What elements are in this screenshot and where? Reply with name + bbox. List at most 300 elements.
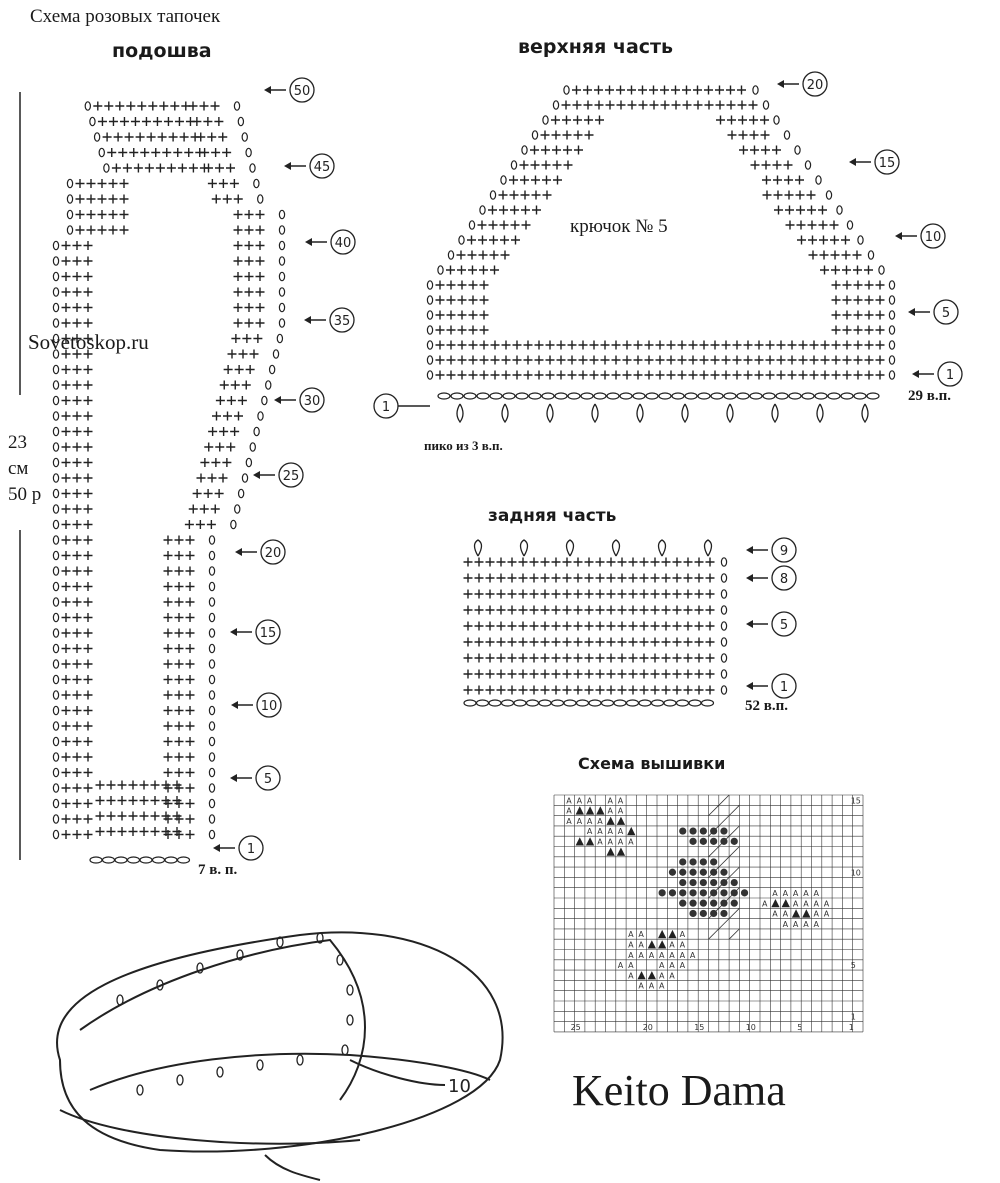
stitch-plus	[186, 629, 195, 638]
embroidery-dot	[659, 889, 666, 896]
turning-chain	[53, 474, 58, 482]
stitch-plus	[695, 574, 704, 583]
stitch-plus	[212, 195, 221, 204]
embroidery-stitch-a: A	[597, 816, 603, 826]
turning-chain	[209, 753, 214, 761]
sketch-stitch	[347, 1015, 353, 1025]
stitch-plus	[722, 356, 731, 365]
turning-chain	[511, 161, 516, 169]
stitch-plus	[563, 574, 572, 583]
stitch-plus	[744, 341, 753, 350]
back-heading: задняя часть	[488, 506, 617, 526]
stitch-plus	[486, 622, 495, 631]
stitch-plus	[96, 781, 105, 790]
stitch-plus	[876, 371, 885, 380]
stitch-plus	[832, 281, 841, 290]
turning-chain	[721, 638, 726, 646]
stitch-plus	[120, 195, 129, 204]
stitch-plus	[671, 86, 680, 95]
stitch-plus	[151, 812, 160, 821]
turning-chain	[209, 737, 214, 745]
stitch-plus	[62, 381, 71, 390]
stitch-plus	[447, 281, 456, 290]
turning-chain	[279, 210, 284, 218]
picot-stitch	[567, 540, 574, 556]
turning-chain	[53, 334, 58, 342]
stitch-plus	[164, 582, 173, 591]
stitch-plus	[87, 226, 96, 235]
stitch-plus	[508, 574, 517, 583]
stitch-plus	[478, 236, 487, 245]
sole-row-marker: 5	[263, 772, 273, 787]
stitch-plus	[865, 341, 874, 350]
marker-arrowhead	[231, 701, 238, 709]
stitch-plus	[519, 622, 528, 631]
stitch-plus	[497, 574, 506, 583]
picot-stitch	[637, 404, 643, 422]
stitch-plus	[727, 116, 736, 125]
stitch-plus	[156, 164, 165, 173]
turning-chain	[543, 116, 548, 124]
chain-stitch	[672, 393, 684, 399]
embroidery-hatch	[709, 888, 719, 898]
stitch-plus	[706, 638, 715, 647]
turning-chain	[231, 520, 236, 528]
stitch-plus	[607, 686, 616, 695]
stitch-plus	[73, 288, 82, 297]
stitch-plus	[532, 206, 541, 215]
turning-chain	[847, 221, 852, 229]
embroidery-heading: Схема вышивки	[578, 754, 726, 773]
turning-chain	[721, 686, 726, 694]
stitch-plus	[865, 296, 874, 305]
stitch-plus	[796, 206, 805, 215]
stitch-plus	[541, 574, 550, 583]
stitch-plus	[579, 371, 588, 380]
stitch-plus	[552, 638, 561, 647]
stitch-plus	[541, 558, 550, 567]
stitch-plus	[235, 365, 244, 374]
embroidery-stitch-a: A	[576, 816, 583, 826]
stitch-plus	[164, 536, 173, 545]
stitch-plus	[739, 131, 748, 140]
stitch-plus	[186, 815, 195, 824]
stitch-plus	[73, 350, 82, 359]
stitch-plus	[656, 371, 665, 380]
turning-chain	[209, 722, 214, 730]
stitch-plus	[551, 116, 560, 125]
stitch-plus	[733, 356, 742, 365]
stitch-plus	[73, 768, 82, 777]
stitch-plus	[185, 520, 194, 529]
embroidery-stitch-a: A	[762, 899, 768, 909]
stitch-plus	[486, 590, 495, 599]
stitch-plus	[684, 638, 693, 647]
stitch-plus	[76, 179, 85, 188]
stitch-plus	[574, 606, 583, 615]
stitch-plus	[612, 371, 621, 380]
stitch-plus	[73, 644, 82, 653]
stitch-plus	[623, 371, 632, 380]
turning-chain	[238, 117, 243, 125]
embroidery-stitch-a: A	[659, 971, 665, 981]
stitch-plus	[175, 536, 184, 545]
turning-chain	[53, 629, 58, 637]
stitch-plus	[521, 191, 530, 200]
stitch-plus	[640, 622, 649, 631]
embroidery-stitch-a: A	[648, 981, 655, 991]
stitch-plus	[73, 396, 82, 405]
marker-arrowhead	[274, 396, 281, 404]
stitch-plus	[684, 558, 693, 567]
stitch-plus	[109, 226, 118, 235]
stitch-plus	[73, 458, 82, 467]
chain-stitch	[698, 393, 710, 399]
stitch-plus	[84, 753, 93, 762]
stitch-plus	[230, 179, 239, 188]
embroidery-dot	[689, 889, 696, 896]
stitch-plus	[73, 784, 82, 793]
stitch-plus	[208, 179, 217, 188]
upper-row-marker: 15	[878, 156, 896, 171]
stitch-plus	[73, 799, 82, 808]
stitch-plus	[118, 148, 127, 157]
stitch-plus	[563, 146, 572, 155]
stitch-plus	[497, 670, 506, 679]
stitch-plus	[491, 356, 500, 365]
embroidery-hatch	[709, 867, 719, 877]
stitch-plus	[186, 722, 195, 731]
chain-stitch	[552, 700, 564, 706]
stitch-plus	[656, 356, 665, 365]
stitch-plus	[510, 191, 519, 200]
stitch-plus	[87, 179, 96, 188]
chain-stitch	[664, 700, 676, 706]
stitch-plus	[579, 341, 588, 350]
turning-chain	[53, 365, 58, 373]
stitch-plus	[125, 133, 134, 142]
stitch-plus	[508, 654, 517, 663]
stitch-plus	[136, 133, 145, 142]
chain-stitch	[516, 393, 528, 399]
stitch-plus	[508, 622, 517, 631]
stitch-plus	[230, 427, 239, 436]
embroidery-triangle	[658, 940, 666, 948]
stitch-plus	[447, 296, 456, 305]
stitch-plus	[129, 796, 138, 805]
stitch-plus	[865, 326, 874, 335]
embroidery-stitch-a: A	[638, 981, 644, 991]
stitch-plus	[629, 574, 638, 583]
turning-chain	[795, 146, 800, 154]
stitch-plus	[175, 675, 184, 684]
chain-stitch	[867, 393, 879, 399]
stitch-plus	[606, 101, 615, 110]
stitch-plus	[109, 210, 118, 219]
stitch-plus	[175, 722, 184, 731]
stitch-plus	[830, 221, 839, 230]
stitch-plus	[853, 266, 862, 275]
embroidery-stitch-a: A	[607, 827, 613, 837]
back-chart	[464, 540, 727, 706]
stitch-plus	[115, 102, 124, 111]
stitch-plus	[678, 356, 687, 365]
chain-stitch	[577, 700, 589, 706]
stitch-plus	[590, 356, 599, 365]
stitch-plus	[175, 691, 184, 700]
embroidery-stitch-a: A	[586, 796, 593, 806]
sole-row-marker: 35	[333, 314, 351, 329]
turning-chain	[53, 567, 58, 575]
chain-stitch	[128, 857, 140, 863]
stitch-plus	[84, 799, 93, 808]
stitch-plus	[169, 133, 178, 142]
turning-chain	[490, 191, 495, 199]
embroidery-stitch-a: A	[659, 950, 665, 960]
stitch-plus	[186, 613, 195, 622]
turning-chain	[889, 281, 894, 289]
stitch-plus	[480, 326, 489, 335]
stitch-plus	[777, 356, 786, 365]
stitch-plus	[175, 567, 184, 576]
stitch-plus	[84, 241, 93, 250]
chain-stitch	[689, 700, 701, 706]
stitch-plus	[876, 356, 885, 365]
stitch-plus	[695, 670, 704, 679]
turning-chain	[564, 86, 569, 94]
stitch-plus	[222, 458, 231, 467]
marker-arrowhead	[235, 548, 242, 556]
stitch-plus	[186, 551, 195, 560]
stitch-plus	[689, 356, 698, 365]
stitch-plus	[73, 722, 82, 731]
stitch-plus	[618, 654, 627, 663]
stitch-plus	[541, 131, 550, 140]
stitch-plus	[796, 191, 805, 200]
stitch-plus	[649, 86, 658, 95]
chain-stitch	[589, 700, 601, 706]
stitch-plus	[129, 812, 138, 821]
turning-chain	[816, 176, 821, 184]
chain-stitch	[659, 393, 671, 399]
stitch-plus	[832, 356, 841, 365]
stitch-plus	[640, 558, 649, 567]
chain-stitch	[646, 393, 658, 399]
turning-chain	[53, 675, 58, 683]
stitch-plus	[502, 371, 511, 380]
stitch-plus	[673, 574, 682, 583]
stitch-plus	[579, 356, 588, 365]
stitch-plus	[107, 827, 116, 836]
stitch-plus	[140, 148, 149, 157]
stitch-plus	[508, 638, 517, 647]
stitch-plus	[843, 371, 852, 380]
stitch-plus	[73, 257, 82, 266]
stitch-plus	[876, 311, 885, 320]
stitch-plus	[552, 574, 561, 583]
stitch-plus	[519, 606, 528, 615]
embroidery-dot	[700, 879, 707, 886]
stitch-plus	[73, 412, 82, 421]
turning-chain	[53, 784, 58, 792]
stitch-plus	[618, 590, 627, 599]
stitch-plus	[480, 311, 489, 320]
embroidery-stitch-a: A	[586, 827, 593, 837]
stitch-plus	[200, 102, 209, 111]
sketch-stitch	[177, 1075, 183, 1085]
stitch-plus	[62, 815, 71, 824]
stitch-plus	[118, 796, 127, 805]
stitch-plus	[73, 520, 82, 529]
stitch-plus	[716, 101, 725, 110]
stitch-plus	[458, 326, 467, 335]
marker-arrowhead	[746, 682, 753, 690]
turning-chain	[53, 613, 58, 621]
stitch-plus	[475, 590, 484, 599]
slipper-sketch	[57, 932, 503, 1180]
embroidery-stitch-a: A	[659, 981, 665, 991]
embroidery-dot	[731, 838, 738, 845]
stitch-plus	[84, 458, 93, 467]
sketch-stitch	[257, 1060, 263, 1070]
stitch-plus	[62, 660, 71, 669]
embroidery-stitch-a: A	[679, 950, 686, 960]
turning-chain	[67, 195, 72, 203]
stitch-plus	[234, 195, 243, 204]
embroidery-dot	[710, 838, 717, 845]
stitch-plus	[499, 206, 508, 215]
stitch-plus	[508, 686, 517, 695]
stitch-plus	[563, 686, 572, 695]
stitch-plus	[469, 281, 478, 290]
stitch-plus	[120, 210, 129, 219]
stitch-plus	[573, 116, 582, 125]
stitch-plus	[531, 161, 540, 170]
stitch-plus	[831, 251, 840, 260]
turning-chain	[209, 629, 214, 637]
embroidery-stitch-a: A	[617, 796, 624, 806]
stitch-plus	[843, 311, 852, 320]
stitch-plus	[607, 654, 616, 663]
sketch-stitch	[217, 1067, 223, 1077]
stitch-plus	[601, 371, 610, 380]
turning-chain	[246, 458, 251, 466]
stitch-plus	[762, 176, 771, 185]
stitch-plus	[479, 251, 488, 260]
stitch-plus	[107, 148, 116, 157]
marker-arrowhead	[849, 158, 856, 166]
sketch-label: 10	[448, 1076, 471, 1097]
stitch-plus	[140, 781, 149, 790]
stitch-plus	[175, 660, 184, 669]
stitch-plus	[684, 590, 693, 599]
stitch-plus	[142, 117, 151, 126]
embroidery-dot	[710, 900, 717, 907]
stitch-plus	[457, 266, 466, 275]
stitch-plus	[497, 654, 506, 663]
sketch-stitch	[297, 1055, 303, 1065]
stitch-plus	[797, 221, 806, 230]
sole-base-chain: 7 в. п.	[198, 862, 238, 878]
stitch-plus	[513, 371, 522, 380]
stitch-plus	[563, 670, 572, 679]
stitch-plus	[808, 221, 817, 230]
stitch-plus	[84, 675, 93, 684]
stitch-plus	[706, 654, 715, 663]
sole-chart	[53, 102, 284, 864]
stitch-plus	[509, 176, 518, 185]
turning-chain	[53, 799, 58, 807]
stitch-plus	[678, 341, 687, 350]
embroidery-stitch-a: A	[566, 816, 572, 826]
stitch-plus	[84, 691, 93, 700]
stitch-plus	[62, 288, 71, 297]
stitch-plus	[486, 686, 495, 695]
stitch-plus	[140, 812, 149, 821]
stitch-plus	[596, 686, 605, 695]
marker-arrowhead	[213, 844, 220, 852]
stitch-plus	[684, 670, 693, 679]
turning-chain	[254, 427, 259, 435]
stitch-plus	[73, 381, 82, 390]
stitch-plus	[215, 164, 224, 173]
marker-arrowhead	[230, 774, 237, 782]
stitch-plus	[596, 622, 605, 631]
embroidery-dot	[710, 858, 717, 865]
stitch-plus	[786, 221, 795, 230]
stitch-plus	[73, 567, 82, 576]
chain-stitch	[815, 393, 827, 399]
stitch-plus	[640, 606, 649, 615]
stitch-plus	[530, 590, 539, 599]
stitch-plus	[639, 101, 648, 110]
stitch-plus	[535, 356, 544, 365]
turning-chain	[262, 396, 267, 404]
stitch-plus	[73, 737, 82, 746]
stitch-plus	[223, 195, 232, 204]
stitch-plus	[175, 582, 184, 591]
stitch-plus	[219, 179, 228, 188]
stitch-plus	[486, 670, 495, 679]
stitch-plus	[486, 654, 495, 663]
turning-chain	[209, 830, 214, 838]
stitch-plus	[62, 412, 71, 421]
embroidery-stitch-a: A	[679, 961, 686, 971]
stitch-plus	[788, 371, 797, 380]
chain-stitch	[633, 393, 645, 399]
stitch-plus	[841, 236, 850, 245]
stitch-plus	[640, 670, 649, 679]
marker-arrowhead	[230, 628, 237, 636]
stitch-plus	[585, 131, 594, 140]
stitch-plus	[843, 326, 852, 335]
sole-rows-label: 50 р	[8, 484, 42, 505]
stitch-plus	[175, 753, 184, 762]
stitch-plus	[84, 598, 93, 607]
stitch-plus	[695, 590, 704, 599]
stitch-plus	[103, 133, 112, 142]
stitch-plus	[627, 86, 636, 95]
turning-chain	[53, 443, 58, 451]
stitch-plus	[519, 590, 528, 599]
stitch-plus	[854, 371, 863, 380]
stitch-plus	[167, 164, 176, 173]
stitch-plus	[807, 191, 816, 200]
stitch-plus	[62, 272, 71, 281]
stitch-plus	[531, 176, 540, 185]
stitch-plus	[595, 101, 604, 110]
turning-chain	[763, 101, 768, 109]
